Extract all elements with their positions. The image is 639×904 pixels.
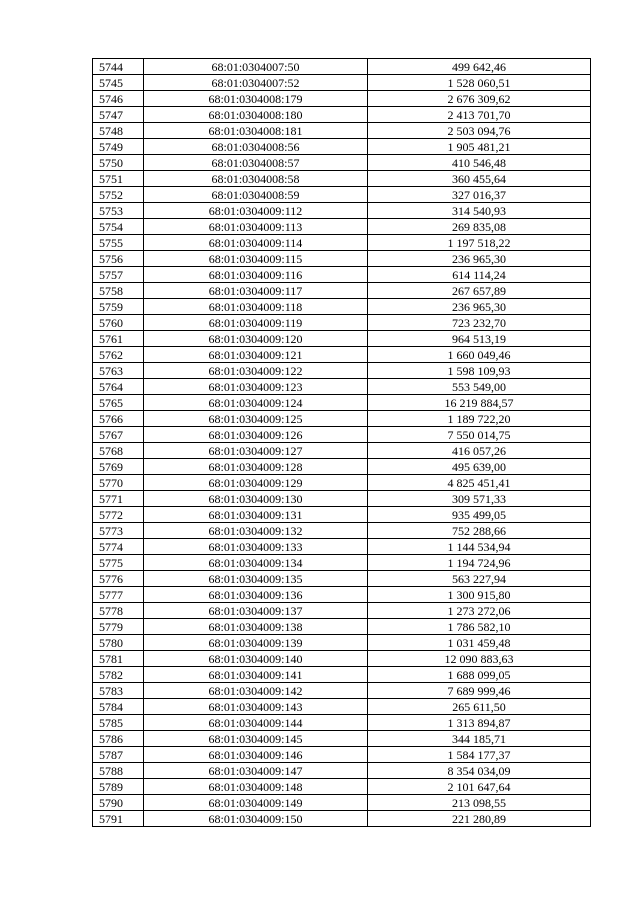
table-row	[93, 683, 591, 699]
row-number-cell: 5766	[93, 411, 144, 427]
cadastral-number-cell: 68:01:0304009:137	[144, 603, 368, 619]
table-row	[93, 299, 591, 315]
table-row	[93, 91, 591, 107]
table-row	[93, 315, 591, 331]
cadastral-value-cell: 935 499,05	[368, 507, 591, 523]
table-row	[93, 75, 591, 91]
row-number-cell: 5765	[93, 395, 144, 411]
table-row	[93, 539, 591, 555]
cadastral-value-cell: 221 280,89	[368, 811, 591, 827]
cadastral-number-cell: 68:01:0304009:122	[144, 363, 368, 379]
table-row	[93, 699, 591, 715]
cadastral-number-cell: 68:01:0304009:147	[144, 763, 368, 779]
row-number-cell: 5762	[93, 347, 144, 363]
row-number-cell: 5749	[93, 139, 144, 155]
cadastral-number-cell: 68:01:0304009:141	[144, 667, 368, 683]
row-number-cell: 5776	[93, 571, 144, 587]
row-number-cell: 5759	[93, 299, 144, 315]
cadastral-value-cell: 8 354 034,09	[368, 763, 591, 779]
table-row	[93, 651, 591, 667]
table-row	[93, 555, 591, 571]
cadastral-value-cell: 563 227,94	[368, 571, 591, 587]
cadastral-value-cell: 752 288,66	[368, 523, 591, 539]
cadastral-number-cell: 68:01:0304009:128	[144, 459, 368, 475]
cadastral-value-cell: 267 657,89	[368, 283, 591, 299]
row-number-cell: 5770	[93, 475, 144, 491]
cadastral-number-cell: 68:01:0304009:123	[144, 379, 368, 395]
table-row	[93, 619, 591, 635]
cadastral-value-cell: 2 503 094,76	[368, 123, 591, 139]
cadastral-value-cell: 309 571,33	[368, 491, 591, 507]
cadastral-number-cell: 68:01:0304009:133	[144, 539, 368, 555]
row-number-cell: 5760	[93, 315, 144, 331]
table-row	[93, 59, 591, 75]
table-row	[93, 235, 591, 251]
table-row	[93, 363, 591, 379]
cadastral-value-cell: 723 232,70	[368, 315, 591, 331]
table-row	[93, 747, 591, 763]
cadastral-number-cell: 68:01:0304007:50	[144, 59, 368, 75]
table-row	[93, 795, 591, 811]
row-number-cell: 5761	[93, 331, 144, 347]
row-number-cell: 5787	[93, 747, 144, 763]
row-number-cell: 5750	[93, 155, 144, 171]
cadastral-value-cell: 499 642,46	[368, 59, 591, 75]
cadastral-value-cell: 7 689 999,46	[368, 683, 591, 699]
cadastral-number-cell: 68:01:0304009:149	[144, 795, 368, 811]
cadastral-number-cell: 68:01:0304008:181	[144, 123, 368, 139]
table-row	[93, 331, 591, 347]
table-row	[93, 171, 591, 187]
table-row	[93, 219, 591, 235]
cadastral-value-cell: 553 549,00	[368, 379, 591, 395]
table-row	[93, 635, 591, 651]
row-number-cell: 5752	[93, 187, 144, 203]
cadastral-value-cell: 269 835,08	[368, 219, 591, 235]
cadastral-value-cell: 410 546,48	[368, 155, 591, 171]
table-row	[93, 427, 591, 443]
cadastral-value-cell: 360 455,64	[368, 171, 591, 187]
table-row	[93, 667, 591, 683]
cadastral-number-cell: 68:01:0304009:135	[144, 571, 368, 587]
cadastral-number-cell: 68:01:0304009:140	[144, 651, 368, 667]
table-row	[93, 107, 591, 123]
row-number-cell: 5788	[93, 763, 144, 779]
cadastral-number-cell: 68:01:0304008:58	[144, 171, 368, 187]
cadastral-value-cell: 327 016,37	[368, 187, 591, 203]
cadastral-value-cell: 1 031 459,48	[368, 635, 591, 651]
cadastral-number-cell: 68:01:0304009:134	[144, 555, 368, 571]
cadastral-value-cell: 2 101 647,64	[368, 779, 591, 795]
row-number-cell: 5757	[93, 267, 144, 283]
table-row	[93, 715, 591, 731]
cadastral-number-cell: 68:01:0304008:56	[144, 139, 368, 155]
table-row	[93, 491, 591, 507]
row-number-cell: 5755	[93, 235, 144, 251]
row-number-cell: 5786	[93, 731, 144, 747]
cadastral-number-cell: 68:01:0304009:131	[144, 507, 368, 523]
cadastral-number-cell: 68:01:0304009:139	[144, 635, 368, 651]
cadastral-value-cell: 1 660 049,46	[368, 347, 591, 363]
row-number-cell: 5772	[93, 507, 144, 523]
row-number-cell: 5774	[93, 539, 144, 555]
cadastral-value-cell: 1 905 481,21	[368, 139, 591, 155]
cadastral-number-cell: 68:01:0304009:136	[144, 587, 368, 603]
cadastral-number-cell: 68:01:0304007:52	[144, 75, 368, 91]
row-number-cell: 5756	[93, 251, 144, 267]
cadastral-value-cell: 2 413 701,70	[368, 107, 591, 123]
table-row	[93, 187, 591, 203]
cadastral-value-cell: 7 550 014,75	[368, 427, 591, 443]
cadastral-value-cell: 1 528 060,51	[368, 75, 591, 91]
cadastral-number-cell: 68:01:0304009:148	[144, 779, 368, 795]
cadastral-number-cell: 68:01:0304009:126	[144, 427, 368, 443]
table-row	[93, 123, 591, 139]
row-number-cell: 5790	[93, 795, 144, 811]
row-number-cell: 5764	[93, 379, 144, 395]
cadastral-number-cell: 68:01:0304009:144	[144, 715, 368, 731]
cadastral-number-cell: 68:01:0304009:113	[144, 219, 368, 235]
cadastral-value-cell: 1 786 582,10	[368, 619, 591, 635]
cadastral-number-cell: 68:01:0304009:142	[144, 683, 368, 699]
cadastral-value-cell: 12 090 883,63	[368, 651, 591, 667]
row-number-cell: 5791	[93, 811, 144, 827]
row-number-cell: 5747	[93, 107, 144, 123]
cadastral-number-cell: 68:01:0304009:117	[144, 283, 368, 299]
table-row	[93, 251, 591, 267]
cadastral-value-cell: 236 965,30	[368, 299, 591, 315]
table-row	[93, 459, 591, 475]
cadastral-number-cell: 68:01:0304009:112	[144, 203, 368, 219]
cadastral-number-cell: 68:01:0304008:57	[144, 155, 368, 171]
cadastral-value-cell: 1 313 894,87	[368, 715, 591, 731]
cadastral-number-cell: 68:01:0304008:179	[144, 91, 368, 107]
table-row	[93, 763, 591, 779]
cadastral-value-cell: 344 185,71	[368, 731, 591, 747]
table-row	[93, 731, 591, 747]
row-number-cell: 5782	[93, 667, 144, 683]
table-row	[93, 155, 591, 171]
table-row	[93, 395, 591, 411]
cadastral-value-cell: 236 965,30	[368, 251, 591, 267]
row-number-cell: 5748	[93, 123, 144, 139]
cadastral-value-cell: 314 540,93	[368, 203, 591, 219]
table-row	[93, 347, 591, 363]
row-number-cell: 5785	[93, 715, 144, 731]
table-row	[93, 475, 591, 491]
row-number-cell: 5763	[93, 363, 144, 379]
cadastral-value-cell: 416 057,26	[368, 443, 591, 459]
cadastral-value-cell: 1 584 177,37	[368, 747, 591, 763]
table-row	[93, 507, 591, 523]
row-number-cell: 5777	[93, 587, 144, 603]
cadastral-number-cell: 68:01:0304008:180	[144, 107, 368, 123]
cadastral-number-cell: 68:01:0304009:150	[144, 811, 368, 827]
cadastral-value-cell: 614 114,24	[368, 267, 591, 283]
cadastral-value-cell: 2 676 309,62	[368, 91, 591, 107]
table-row	[93, 523, 591, 539]
cadastral-value-cell: 1 189 722,20	[368, 411, 591, 427]
table-row	[93, 811, 591, 827]
table-row	[93, 779, 591, 795]
table-row	[93, 603, 591, 619]
cadastral-number-cell: 68:01:0304009:121	[144, 347, 368, 363]
cadastral-value-cell: 1 144 534,94	[368, 539, 591, 555]
row-number-cell: 5745	[93, 75, 144, 91]
cadastral-number-cell: 68:01:0304009:116	[144, 267, 368, 283]
row-number-cell: 5744	[93, 59, 144, 75]
cadastral-number-cell: 68:01:0304009:129	[144, 475, 368, 491]
cadastral-value-cell: 1 194 724,96	[368, 555, 591, 571]
row-number-cell: 5783	[93, 683, 144, 699]
row-number-cell: 5781	[93, 651, 144, 667]
cadastral-value-cell: 4 825 451,41	[368, 475, 591, 491]
row-number-cell: 5779	[93, 619, 144, 635]
cadastral-number-cell: 68:01:0304009:130	[144, 491, 368, 507]
cadastral-value-cell: 213 098,55	[368, 795, 591, 811]
table-row	[93, 203, 591, 219]
row-number-cell: 5780	[93, 635, 144, 651]
row-number-cell: 5789	[93, 779, 144, 795]
cadastral-number-cell: 68:01:0304009:138	[144, 619, 368, 635]
row-number-cell: 5746	[93, 91, 144, 107]
cadastral-number-cell: 68:01:0304009:118	[144, 299, 368, 315]
cadastral-number-cell: 68:01:0304009:120	[144, 331, 368, 347]
row-number-cell: 5758	[93, 283, 144, 299]
cadastral-number-cell: 68:01:0304009:145	[144, 731, 368, 747]
cadastral-number-cell: 68:01:0304009:114	[144, 235, 368, 251]
row-number-cell: 5773	[93, 523, 144, 539]
cadastral-number-cell: 68:01:0304009:127	[144, 443, 368, 459]
cadastral-value-cell: 1 688 099,05	[368, 667, 591, 683]
cadastral-number-cell: 68:01:0304009:125	[144, 411, 368, 427]
row-number-cell: 5778	[93, 603, 144, 619]
table-row	[93, 411, 591, 427]
cadastral-value-cell: 16 219 884,57	[368, 395, 591, 411]
table-row	[93, 283, 591, 299]
row-number-cell: 5771	[93, 491, 144, 507]
cadastral-value-cell: 964 513,19	[368, 331, 591, 347]
table-body	[93, 59, 591, 827]
row-number-cell: 5768	[93, 443, 144, 459]
row-number-cell: 5769	[93, 459, 144, 475]
row-number-cell: 5767	[93, 427, 144, 443]
row-number-cell: 5784	[93, 699, 144, 715]
table-row	[93, 571, 591, 587]
cadastral-number-cell: 68:01:0304008:59	[144, 187, 368, 203]
row-number-cell: 5775	[93, 555, 144, 571]
cadastral-number-cell: 68:01:0304009:124	[144, 395, 368, 411]
row-number-cell: 5754	[93, 219, 144, 235]
cadastral-number-cell: 68:01:0304009:143	[144, 699, 368, 715]
cadastral-value-cell: 1 273 272,06	[368, 603, 591, 619]
table-row	[93, 587, 591, 603]
cadastral-value-cell: 495 639,00	[368, 459, 591, 475]
cadastral-value-cell: 265 611,50	[368, 699, 591, 715]
cadastral-value-cell: 1 598 109,93	[368, 363, 591, 379]
table-row	[93, 139, 591, 155]
cadastral-number-cell: 68:01:0304009:132	[144, 523, 368, 539]
table-row	[93, 379, 591, 395]
row-number-cell: 5753	[93, 203, 144, 219]
table-row	[93, 267, 591, 283]
cadastral-number-cell: 68:01:0304009:115	[144, 251, 368, 267]
cadastral-number-cell: 68:01:0304009:119	[144, 315, 368, 331]
row-number-cell: 5751	[93, 171, 144, 187]
table-row	[93, 443, 591, 459]
cadastral-value-cell: 1 197 518,22	[368, 235, 591, 251]
cadastral-value-table	[92, 58, 591, 827]
cadastral-value-cell: 1 300 915,80	[368, 587, 591, 603]
cadastral-number-cell: 68:01:0304009:146	[144, 747, 368, 763]
